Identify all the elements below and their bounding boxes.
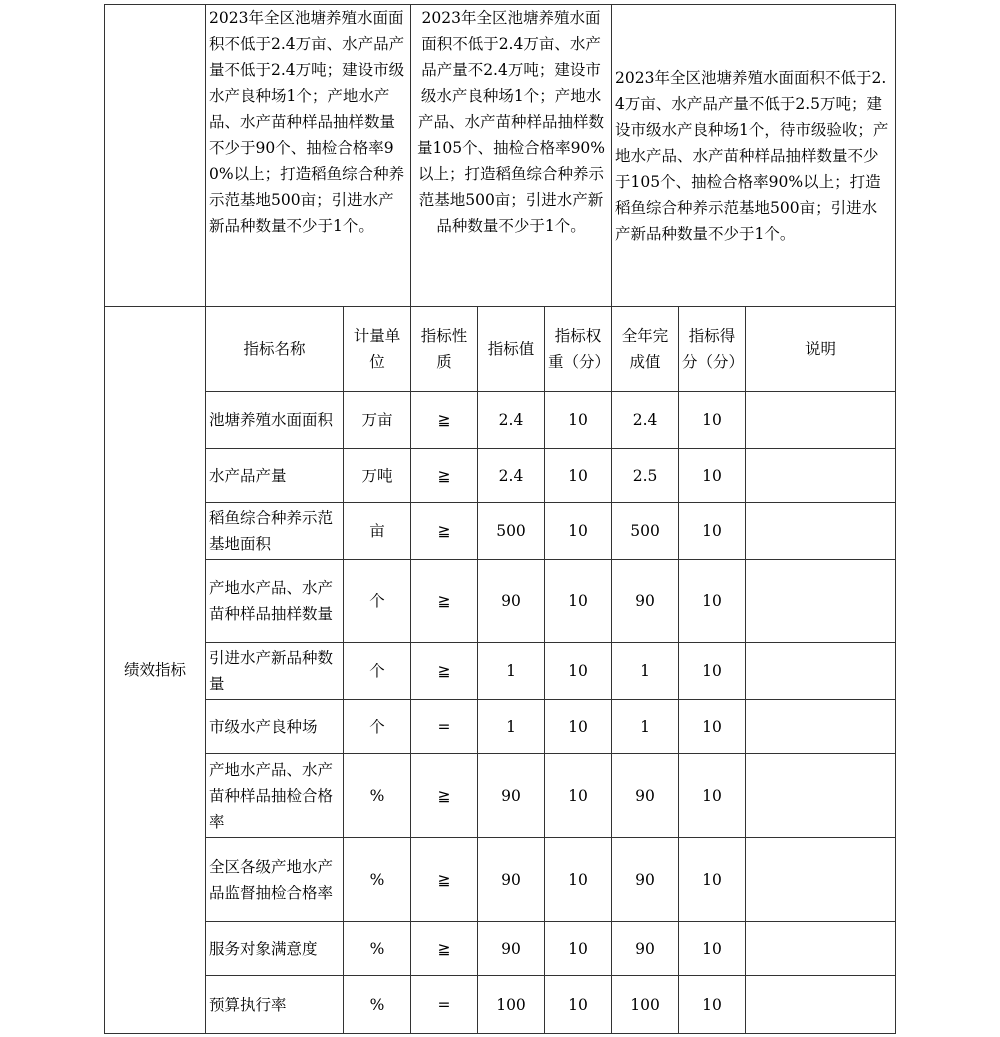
note-cell <box>746 560 896 643</box>
indicator-name-cell: 市级水产良种场 <box>206 700 344 754</box>
table-row <box>105 754 896 838</box>
indicator-name-cell: 产地水产品、水产苗种样品抽样数量 <box>206 560 344 643</box>
table-row <box>105 922 896 976</box>
actual-value-cell: 2.4 <box>612 392 679 449</box>
nature-cell: ≧ <box>411 503 478 560</box>
target-value-cell: 90 <box>478 838 545 922</box>
nature-cell: ≧ <box>411 392 478 449</box>
header-target-value: 指标值 <box>478 307 545 392</box>
target-value-cell: 2.4 <box>478 392 545 449</box>
actual-value-cell: 100 <box>612 976 679 1034</box>
weight-cell: 10 <box>545 449 612 503</box>
note-cell <box>746 976 896 1034</box>
score-cell: 10 <box>679 643 746 700</box>
indicator-name-cell: 水产品产量 <box>206 449 344 503</box>
unit-cell: 个 <box>344 700 411 754</box>
target-value-cell: 1 <box>478 700 545 754</box>
unit-cell: % <box>344 754 411 838</box>
unit-cell: % <box>344 838 411 922</box>
header-actual-value: 全年完成值 <box>612 307 679 392</box>
actual-value-cell: 500 <box>612 503 679 560</box>
target-value-cell: 2.4 <box>478 449 545 503</box>
weight-cell: 10 <box>545 976 612 1034</box>
table-row <box>105 976 896 1034</box>
header-score: 指标得分（分） <box>679 307 746 392</box>
header-unit: 计量单位 <box>344 307 411 392</box>
table-row <box>105 838 896 922</box>
target-value-cell: 100 <box>478 976 545 1034</box>
nature-cell: ≧ <box>411 643 478 700</box>
nature-cell: ≧ <box>411 754 478 838</box>
target-value-cell: 90 <box>478 560 545 643</box>
table-row <box>105 392 896 449</box>
table-row <box>105 503 896 560</box>
score-cell: 10 <box>679 838 746 922</box>
target-value-cell: 90 <box>478 922 545 976</box>
header-nature: 指标性质 <box>411 307 478 392</box>
unit-cell: 万吨 <box>344 449 411 503</box>
actual-value-cell: 90 <box>612 922 679 976</box>
unit-cell: 个 <box>344 560 411 643</box>
weight-cell: 10 <box>545 922 612 976</box>
nature-cell: = <box>411 976 478 1034</box>
weight-cell: 10 <box>545 643 612 700</box>
header-weight: 指标权重（分） <box>545 307 612 392</box>
indicator-name-cell: 稻鱼综合种养示范基地面积 <box>206 503 344 560</box>
weight-cell: 10 <box>545 503 612 560</box>
note-cell <box>746 643 896 700</box>
score-cell: 10 <box>679 392 746 449</box>
indicator-name-cell: 池塘养殖水面面积 <box>206 392 344 449</box>
nature-cell: ≧ <box>411 838 478 922</box>
actual-value-cell: 2.5 <box>612 449 679 503</box>
goals-row <box>105 5 896 307</box>
table-row <box>105 449 896 503</box>
target-value-cell: 90 <box>478 754 545 838</box>
table-row <box>105 700 896 754</box>
actual-value-cell: 1 <box>612 700 679 754</box>
header-indicator-name: 指标名称 <box>206 307 344 392</box>
header-row <box>105 307 896 392</box>
unit-cell: 亩 <box>344 503 411 560</box>
unit-cell: 万亩 <box>344 392 411 449</box>
weight-cell: 10 <box>545 754 612 838</box>
indicator-name-cell: 引进水产新品种数量 <box>206 643 344 700</box>
note-cell <box>746 392 896 449</box>
goals-label-cell <box>105 5 206 307</box>
note-cell <box>746 700 896 754</box>
unit-cell: 个 <box>344 643 411 700</box>
note-cell <box>746 754 896 838</box>
unit-cell: % <box>344 922 411 976</box>
note-cell <box>746 838 896 922</box>
actual-value-cell: 90 <box>612 560 679 643</box>
header-note: 说明 <box>746 307 896 392</box>
nature-cell: ≧ <box>411 449 478 503</box>
goal-cell-actual: 2023年全区池塘养殖水面面积不低于2.4万亩、水产品产量不低于2.5万吨；建设市级水产良种场1个，待市级验收；产地水产品、水产苗种样品抽样数量不少于105个、抽检合格率90%以上；打造稻鱼综合种养示范基地500亩；引进水产新品种数量不少于1个。 <box>612 5 896 307</box>
score-cell: 10 <box>679 560 746 643</box>
weight-cell: 10 <box>545 392 612 449</box>
score-cell: 10 <box>679 922 746 976</box>
score-cell: 10 <box>679 700 746 754</box>
nature-cell: = <box>411 700 478 754</box>
weight-cell: 10 <box>545 560 612 643</box>
indicator-name-cell: 服务对象满意度 <box>206 922 344 976</box>
unit-cell: % <box>344 976 411 1034</box>
table-row <box>105 560 896 643</box>
indicator-name-cell: 产地水产品、水产苗种样品抽检合格率 <box>206 754 344 838</box>
goal-cell-annual-target: 2023年全区池塘养殖水面面积不低于2.4万亩、水产品产量不低于2.4万吨；建设市级水产良种场1个；产地水产品、水产苗种样品抽样数量不少于90个、抽检合格率90%以上；打造稻鱼综合种养示范基地500亩；引进水产新品种数量不少于1个。 <box>206 5 411 307</box>
note-cell <box>746 922 896 976</box>
nature-cell: ≧ <box>411 560 478 643</box>
goal-cell-planned: 2023年全区池塘养殖水面面积不低于2.4万亩、水产品产量不2.4万吨；建设市级水产良种场1个；产地水产品、水产苗种样品抽样数量105个、抽检合格率90%以上；打造稻鱼综合种养示范基地500亩；引进水产新品种数量不少于1个。 <box>411 5 612 307</box>
note-cell <box>746 449 896 503</box>
indicator-name-cell: 预算执行率 <box>206 976 344 1034</box>
actual-value-cell: 90 <box>612 838 679 922</box>
nature-cell: ≧ <box>411 922 478 976</box>
actual-value-cell: 1 <box>612 643 679 700</box>
target-value-cell: 1 <box>478 643 545 700</box>
target-value-cell: 500 <box>478 503 545 560</box>
note-cell <box>746 503 896 560</box>
score-cell: 10 <box>679 754 746 838</box>
performance-table <box>104 4 896 1034</box>
actual-value-cell: 90 <box>612 754 679 838</box>
weight-cell: 10 <box>545 700 612 754</box>
score-cell: 10 <box>679 449 746 503</box>
indicator-name-cell: 全区各级产地水产品监督抽检合格率 <box>206 838 344 922</box>
weight-cell: 10 <box>545 838 612 922</box>
score-cell: 10 <box>679 976 746 1034</box>
score-cell: 10 <box>679 503 746 560</box>
section-label: 绩效指标 <box>105 307 206 1034</box>
table-row <box>105 643 896 700</box>
